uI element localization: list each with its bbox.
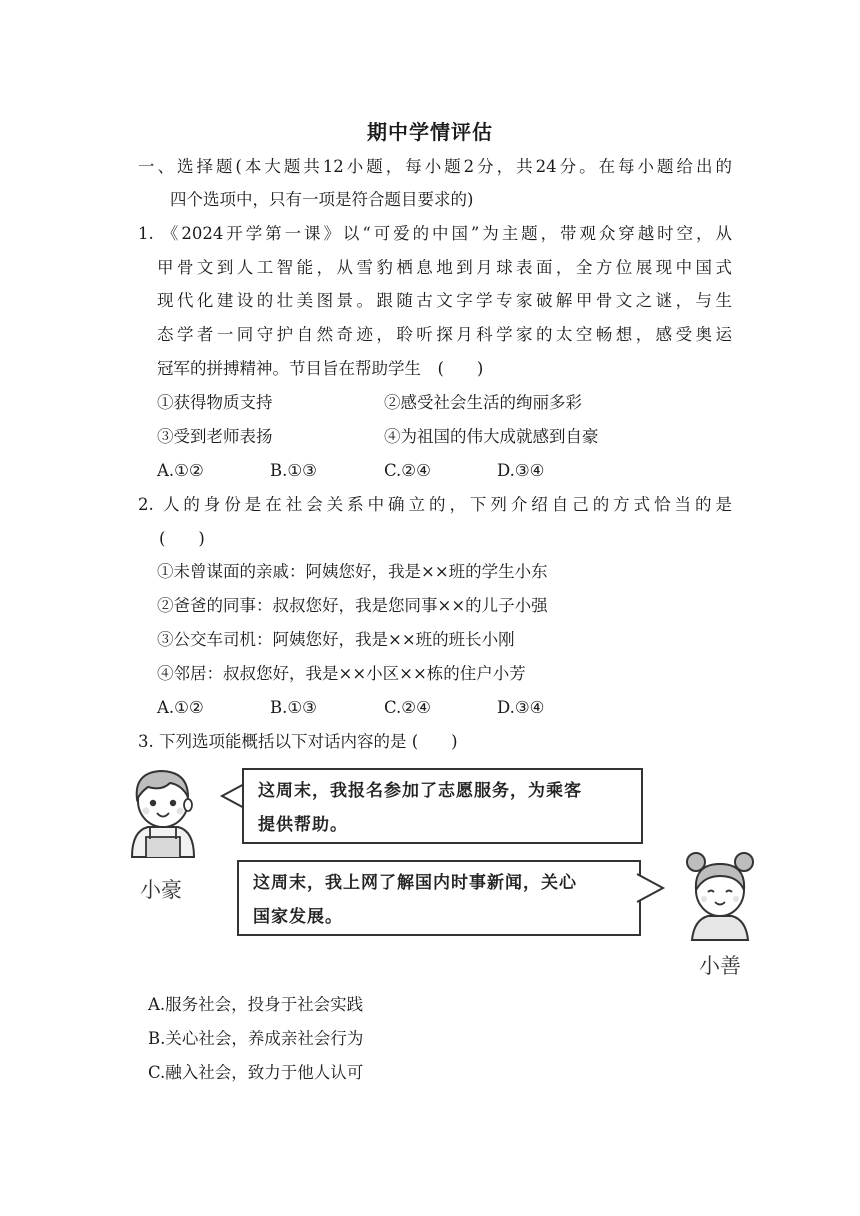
q3-stem: 3. 下列选项能概括以下对话内容的是 ( )	[138, 732, 458, 751]
girl-name-label: 小善	[699, 954, 741, 978]
q1-item-2: ②感受社会生活的绚丽多彩	[384, 393, 582, 412]
page-title: 期中学情评估	[367, 120, 493, 144]
q1-item-3: ③受到老师表扬	[157, 427, 273, 446]
q1-choice-c[interactable]: C.②④	[384, 461, 431, 480]
q1-stem-line1: 1. 《2024开学第一课》以“可爱的中国”为主题，带观众穿越时空，从	[138, 224, 732, 243]
q1-item-4: ④为祖国的伟大成就感到自豪	[384, 427, 599, 446]
speech-bubble-boy	[242, 768, 643, 844]
bubble2-line1: 这周末，我上网了解国内时事新闻，关心	[253, 873, 577, 893]
q3-choice-c[interactable]: C.融入社会，致力于他人认可	[148, 1063, 364, 1082]
q2-choice-d[interactable]: D.③④	[497, 698, 545, 717]
bubble2-line2: 国家发展。	[253, 907, 343, 927]
q1-stem-line3: 现代化建设的壮美图景。跟随古文字学专家破解甲骨文之谜，与生	[157, 291, 732, 310]
bubble1-line1: 这周末，我报名参加了志愿服务，为乘客	[258, 781, 582, 801]
boy-name-label: 小豪	[140, 878, 182, 902]
q2-item-2: ②爸爸的同事：叔叔您好，我是您同事××的儿子小强	[157, 596, 548, 615]
q1-choice-d[interactable]: D.③④	[497, 461, 545, 480]
q2-choice-c[interactable]: C.②④	[384, 698, 431, 717]
speech-bubble-girl	[237, 860, 641, 936]
q1-stem-line2: 甲骨文到人工智能，从雪豹栖息地到月球表面，全方位展现中国式	[157, 258, 732, 277]
q1-choice-b[interactable]: B.①③	[270, 461, 317, 480]
q2-choice-b[interactable]: B.①③	[270, 698, 317, 717]
section-instruction-line1: 一、选择题(本大题共12小题，每小题2分，共24分。在每小题给出的	[138, 157, 732, 176]
q2-choice-a[interactable]: A.①②	[157, 698, 204, 717]
q2-item-4: ④邻居：叔叔您好，我是××小区××栋的住户小芳	[157, 664, 526, 683]
section-instruction-line2: 四个选项中，只有一项是符合题目要求的)	[170, 190, 474, 209]
girl-illustration	[682, 850, 758, 942]
boy-illustration	[122, 765, 204, 860]
q1-stem-line5: 冠军的拼搏精神。节目旨在帮助学生 ( )	[157, 359, 484, 378]
bubble1-line2: 提供帮助。	[258, 815, 348, 835]
q3-choice-b[interactable]: B.关心社会，养成亲社会行为	[148, 1029, 364, 1048]
q1-stem-line4: 态学者一同守护自然奇迹，聆听探月科学家的太空畅想，感受奥运	[157, 325, 732, 344]
q2-item-3: ③公交车司机：阿姨您好，我是××班的班长小刚	[157, 630, 515, 649]
bubble2-tail	[637, 870, 667, 910]
q2-item-1: ①未曾谋面的亲戚：阿姨您好，我是××班的学生小东	[157, 562, 548, 581]
q1-item-1: ①获得物质支持	[157, 393, 273, 412]
q3-choice-a[interactable]: A.服务社会，投身于社会实践	[148, 995, 364, 1014]
q2-stem-line1: 2. 人的身份是在社会关系中确立的，下列介绍自己的方式恰当的是	[138, 495, 732, 514]
q1-choice-a[interactable]: A.①②	[157, 461, 204, 480]
q2-stem-line2: ( )	[159, 529, 205, 548]
